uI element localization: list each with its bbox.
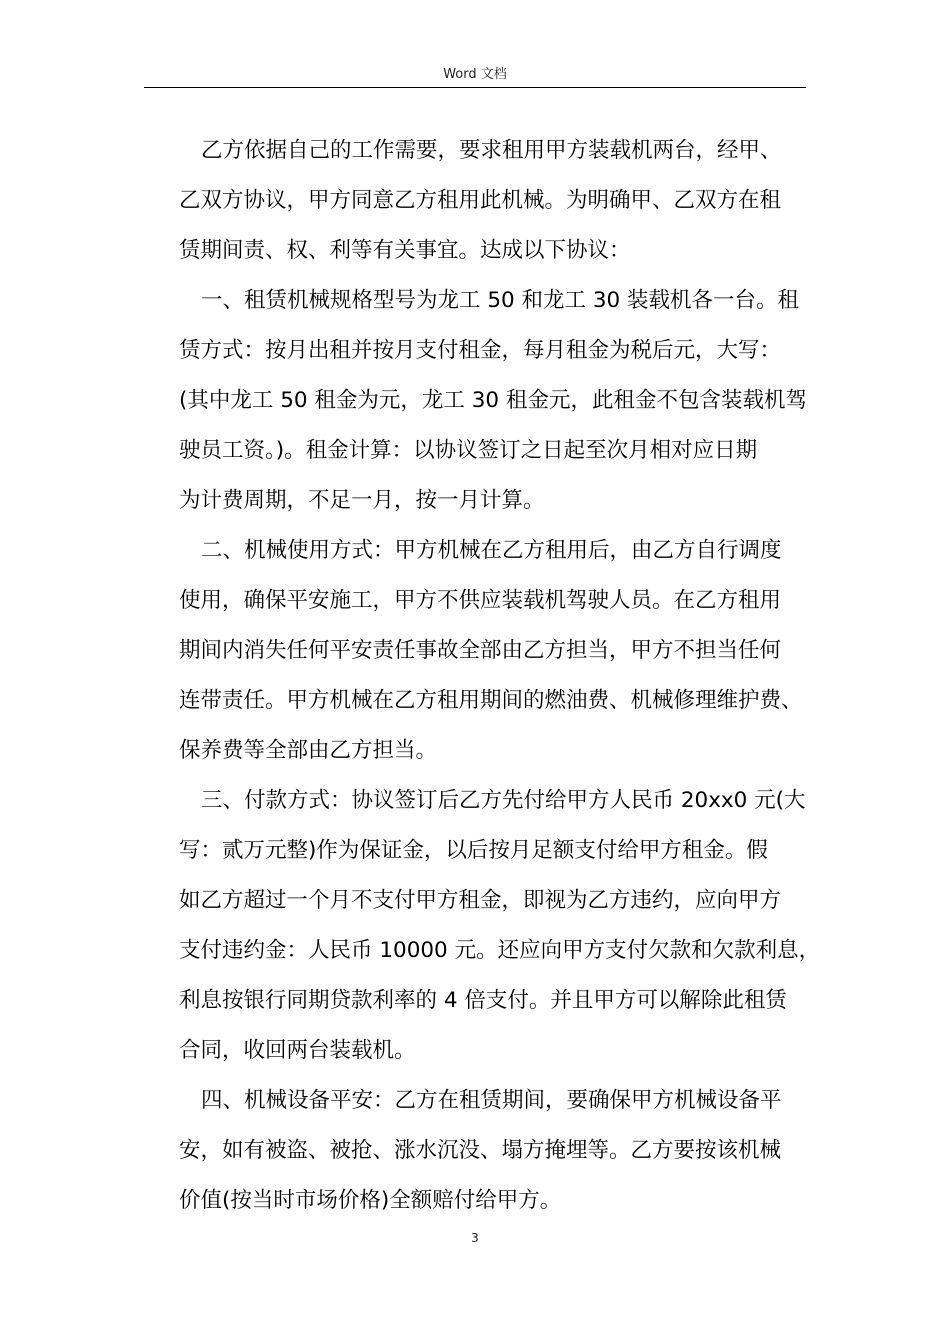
text-line: 乙方依据自己的工作需要，要求租用甲方装载机两台，经甲、 <box>201 138 782 163</box>
text-line: 二、机械使用方式：甲方机械在乙方租用后，由乙方自行调度 <box>201 538 782 563</box>
text-line: 为计费周期，不足一月，按一月计算。 <box>179 488 545 513</box>
text-line: 支付违约金：人民币 10000 元。还应向甲方支付欠款和欠款利息， <box>179 938 821 963</box>
text-line: 如乙方超过一个月不支付甲方租金，即视为乙方违约，应向甲方 <box>179 888 782 913</box>
text-line: 赁方式：按月出租并按月支付租金，每月租金为税后元，大写： <box>179 338 782 363</box>
text-line: 安，如有被盗、被抢、涨水沉没、塌方掩埋等。乙方要按该机械 <box>179 1138 782 1163</box>
text-line: 价值(按当时市场价格)全额赔付给甲方。 <box>179 1188 562 1213</box>
document-body <box>179 126 829 1226</box>
text-line: 乙双方协议，甲方同意乙方租用此机械。为明确甲、乙双方在租 <box>179 188 782 213</box>
text-line: 使用，确保平安施工，甲方不供应装载机驾驶人员。在乙方租用 <box>179 588 782 613</box>
text-line: 期间内消失任何平安责任事故全部由乙方担当，甲方不担当任何 <box>179 638 782 663</box>
text-line: 保养费等全部由乙方担当。 <box>179 738 438 763</box>
text-line: 连带责任。甲方机械在乙方租用期间的燃油费、机械修理维护费、 <box>179 688 803 713</box>
page-number: 3 <box>471 1231 479 1245</box>
text-line: 利息按银行同期贷款利率的 4 倍支付。并且甲方可以解除此租赁 <box>179 988 787 1013</box>
text-line: 赁期间责、权、利等有关事宜。达成以下协议： <box>179 238 631 263</box>
text-line: 一、租赁机械规格型号为龙工 50 和龙工 30 装载机各一台。租 <box>201 288 800 313</box>
text-line: 四、机械设备平安：乙方在租赁期间，要确保甲方机械设备平 <box>201 1088 782 1113</box>
text-line: 驶员工资。)。租金计算：以协议签订之日起至次月相对应日期 <box>179 438 758 463</box>
header-divider <box>144 87 806 88</box>
text-line: (其中龙工 50 租金为元，龙工 30 租金元，此租金不包含装载机驾 <box>179 388 807 413</box>
text-line: 三、付款方式：协议签订后乙方先付给甲方人民币 20xx0 元(大 <box>201 788 806 813</box>
text-line: 写：贰万元整)作为保证金，以后按月足额支付给甲方租金。假 <box>179 838 768 863</box>
page-header: Word 文档 <box>443 67 507 82</box>
text-line: 合同，收回两台装载机。 <box>179 1038 416 1063</box>
